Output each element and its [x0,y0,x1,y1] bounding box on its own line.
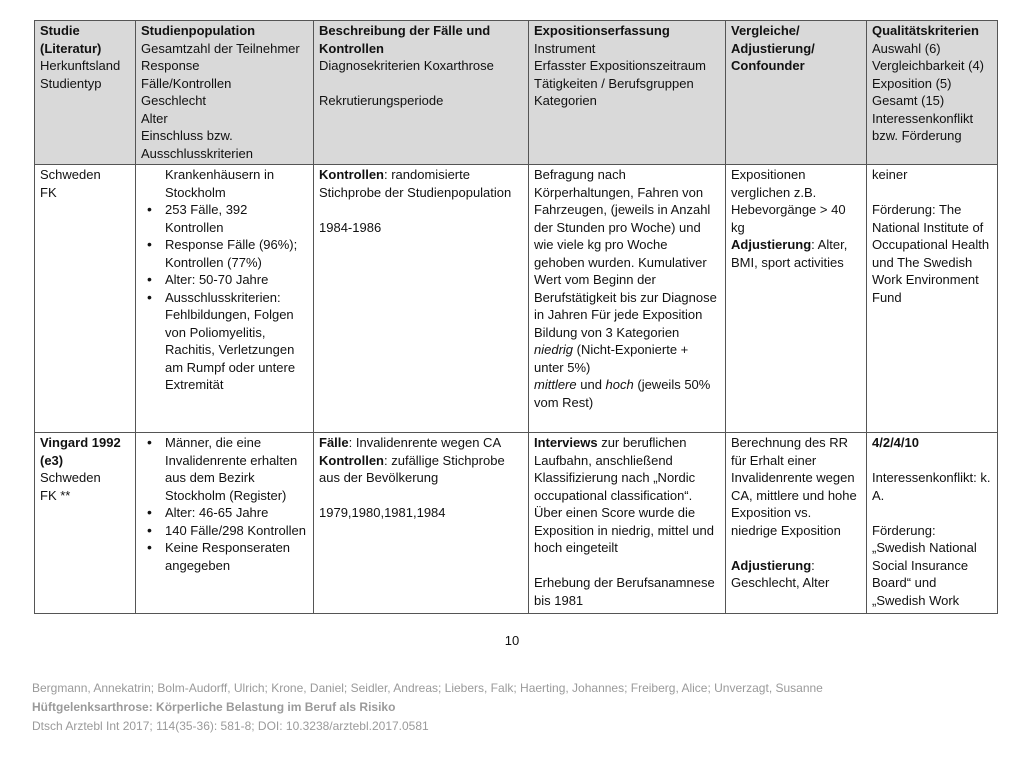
exposure-label: Interviews [534,435,598,450]
header-text: Studie [40,23,80,38]
table-header-row [35,21,998,165]
header-text: Gesamtzahl der Teilnehmer [141,40,300,56]
study-cell [35,433,136,614]
header-text: Herkunftsland [40,58,121,73]
header-text: Vergleichbarkeit (4) [872,58,984,73]
exposure-cell [529,433,726,614]
header-text: Beschreibung der Fälle und [319,23,491,38]
blank-line [319,487,523,505]
list-item: • Alter: 46-65 Jahre [165,504,308,522]
population-cell [136,165,314,433]
list-item: • Alter: 50-70 Jahre [165,271,308,289]
header-text: Kategorien [534,93,597,108]
header-text: Studienpopulation [141,23,256,38]
exposure-low-label: niedrig [534,342,574,357]
header-cell-population [136,21,314,165]
evidence-table [34,20,998,614]
conflict-text: Interessenkonflikt: k. A. [872,470,991,503]
header-text: Erfasster Expositionszeitraum [534,58,706,73]
comparison-cell [726,433,867,614]
citation-authors: Bergmann, Annekatrin; Bolm-Audorff, Ulrich; Krone, Daniel; Seidler, Andreas; Liebers, Falk; Haerting, Johannes; Freiberg, Alice; Unverzagt, Susanne [32,681,823,695]
header-text: Interessenkonflikt [872,110,974,126]
exposure-low-line [534,341,720,376]
adjustment-label: Adjustierung [731,557,812,573]
exposure-mid-high-text: (jeweils 50% vom Rest) [534,377,711,410]
header-text: Auswahl (6) [872,40,941,56]
exposure-and: und [576,377,606,392]
header-text: Vergleiche/ [731,23,800,38]
list-item: • Ausschlusskriterien: Fehlbildungen, Folgen von Poliomyelitis, Rachitis, Verletzungen am Rumpf oder untere Extremität [165,289,308,394]
list-item: • 140 Fälle/298 Kontrollen [165,522,308,540]
header-text: (Literatur) [40,40,102,56]
header-text: Alter [141,110,168,126]
header-cell-quality [867,21,998,165]
exposure-mid-high-line [534,376,720,411]
controls-text: : randomisierte Stichprobe der Studienpopulation [319,167,512,200]
study-country: Schweden [40,167,101,182]
cases-controls-cell [314,433,529,614]
conflict-text: keiner [872,167,908,182]
blank-line [319,75,523,93]
adjustment-text: : Alter, BMI, sport activities [731,237,848,270]
header-text: Response [141,58,200,73]
exposure-text: Befragung nach Körperhaltungen, Fahren von Fahrzeugen, (jeweils in Anzahl der Stunden pro Woche) und wie viele kg pro Woche gehoben wurden. Kumulativer Wert vom Beginn der Berufstätigkeit bis zur Diagnose in Jahren Für jede Exposition Bildung von 3 Kategorien [534,167,717,340]
controls-text: : zufällige Stichprobe aus der Bevölkerung [319,452,505,485]
header-text: Qualitätskriterien [872,23,979,38]
population-list [141,166,308,394]
exposure-mid-label: mittlere [534,377,577,392]
funding-text: Förderung: „Swedish National Social Insurance Board“ und „Swedish Work [872,522,977,608]
header-text: Geschlecht [141,93,207,108]
list-item: Krankenhäusern in Stockholm [165,167,275,200]
controls-label: Kontrollen [319,452,384,468]
citation-footer [32,679,823,736]
header-text: Studientyp [40,75,102,91]
list-item: • Response Fälle (96%); Kontrollen (77%) [165,236,308,271]
table-row [35,433,998,614]
comparison-text: Expositionen verglichen z.B. Hebevorgänge > 40 kg [731,167,846,235]
population-list [141,434,308,574]
header-text: Exposition (5) [872,75,952,91]
header-text: Ausschlusskriterien [141,145,253,161]
adjustment-label: Adjustierung [731,237,812,252]
header-text: Adjustierung/ [731,40,815,56]
header-cell-study [35,21,136,165]
cases-text: : Invalidenrente wegen CA [348,435,502,450]
list-item: • Männer, die eine Invalidenrente erhalten aus dem Bezirk Stockholm (Register) [165,434,308,504]
list-item: • Keine Responseraten angegeben [165,539,308,574]
header-text: Expositionserfassung [534,23,670,38]
page-number: 10 [504,633,520,648]
blank-line [319,201,523,219]
blank-line [872,452,992,470]
citation-journal: Dtsch Arztebl Int 2017; 114(35-36): 581-8; DOI: 10.3238/arztebl.2017.0581 [32,719,429,733]
comparison-text: Berechnung des RR für Erhalt einer Invalidenrente wegen CA, mittlere und hohe Exposition vs. niedrige Exposition [731,435,857,538]
quality-score: 4/2/4/10 [872,435,919,450]
quality-cell [867,433,998,614]
header-cell-cases-controls [314,21,529,165]
cases-controls-cell [314,165,529,433]
list-item: • 253 Fälle, 392 Kontrollen [165,201,308,236]
table-row [35,165,998,433]
population-cell [136,433,314,614]
exposure-low-text: (Nicht-Exponierte + unter 5%) [534,342,689,375]
cases-line [319,434,523,452]
study-country: Schweden [40,470,101,485]
exposure-text-2: Erhebung der Berufsanamnese bis 1981 [534,575,715,608]
exposure-line [534,434,720,557]
recruitment-period: 1984-1986 [319,219,382,235]
header-text: bzw. Förderung [872,128,962,143]
exposure-cell [529,165,726,433]
header-text: Rekrutierungsperiode [319,93,444,108]
controls-label: Kontrollen [319,167,384,182]
study-type: FK ** [40,487,71,503]
header-text: Diagnosekriterien Koxarthrose [319,58,494,73]
controls-line [319,452,523,487]
header-text: Einschluss bzw. [141,128,233,143]
adjustment-text: : Geschlecht, Alter [731,557,830,590]
cases-label: Fälle [319,435,349,450]
blank-line [534,557,720,575]
header-text: Fälle/Kontrollen [141,75,232,91]
exposure-text: zur beruflichen Laufbahn, anschließend Klassifizierung nach „Nordic occupational classification“. Über einen Score wurde die Exposition in niedrig, mittel und hoch eingeteilt [534,435,714,555]
study-type: FK [40,184,57,200]
citation-title: Hüftgelenksarthrose: Körperliche Belastung im Beruf als Risiko [32,700,396,714]
blank-line [872,504,992,522]
study-author: Vingard 1992 [40,435,121,450]
blank-line [872,184,992,202]
study-reference: (e3) [40,452,64,468]
header-text: Instrument [534,40,596,56]
quality-cell [867,165,998,433]
header-text: Kontrollen [319,40,384,56]
header-text: Tätigkeiten / Berufsgruppen [534,75,694,91]
header-cell-comparison [726,21,867,165]
header-text: Confounder [731,58,805,73]
funding-text: Förderung: The National Institute of Occupational Health und The Swedish Work Environment Fund [872,202,990,305]
header-text: Gesamt (15) [872,93,945,108]
header-cell-exposure [529,21,726,165]
exposure-high-label: hoch [605,377,634,392]
study-cell [35,165,136,433]
recruitment-period: 1979,1980,1981,1984 [319,505,446,520]
comparison-cell [726,165,867,433]
blank-line [731,539,861,557]
